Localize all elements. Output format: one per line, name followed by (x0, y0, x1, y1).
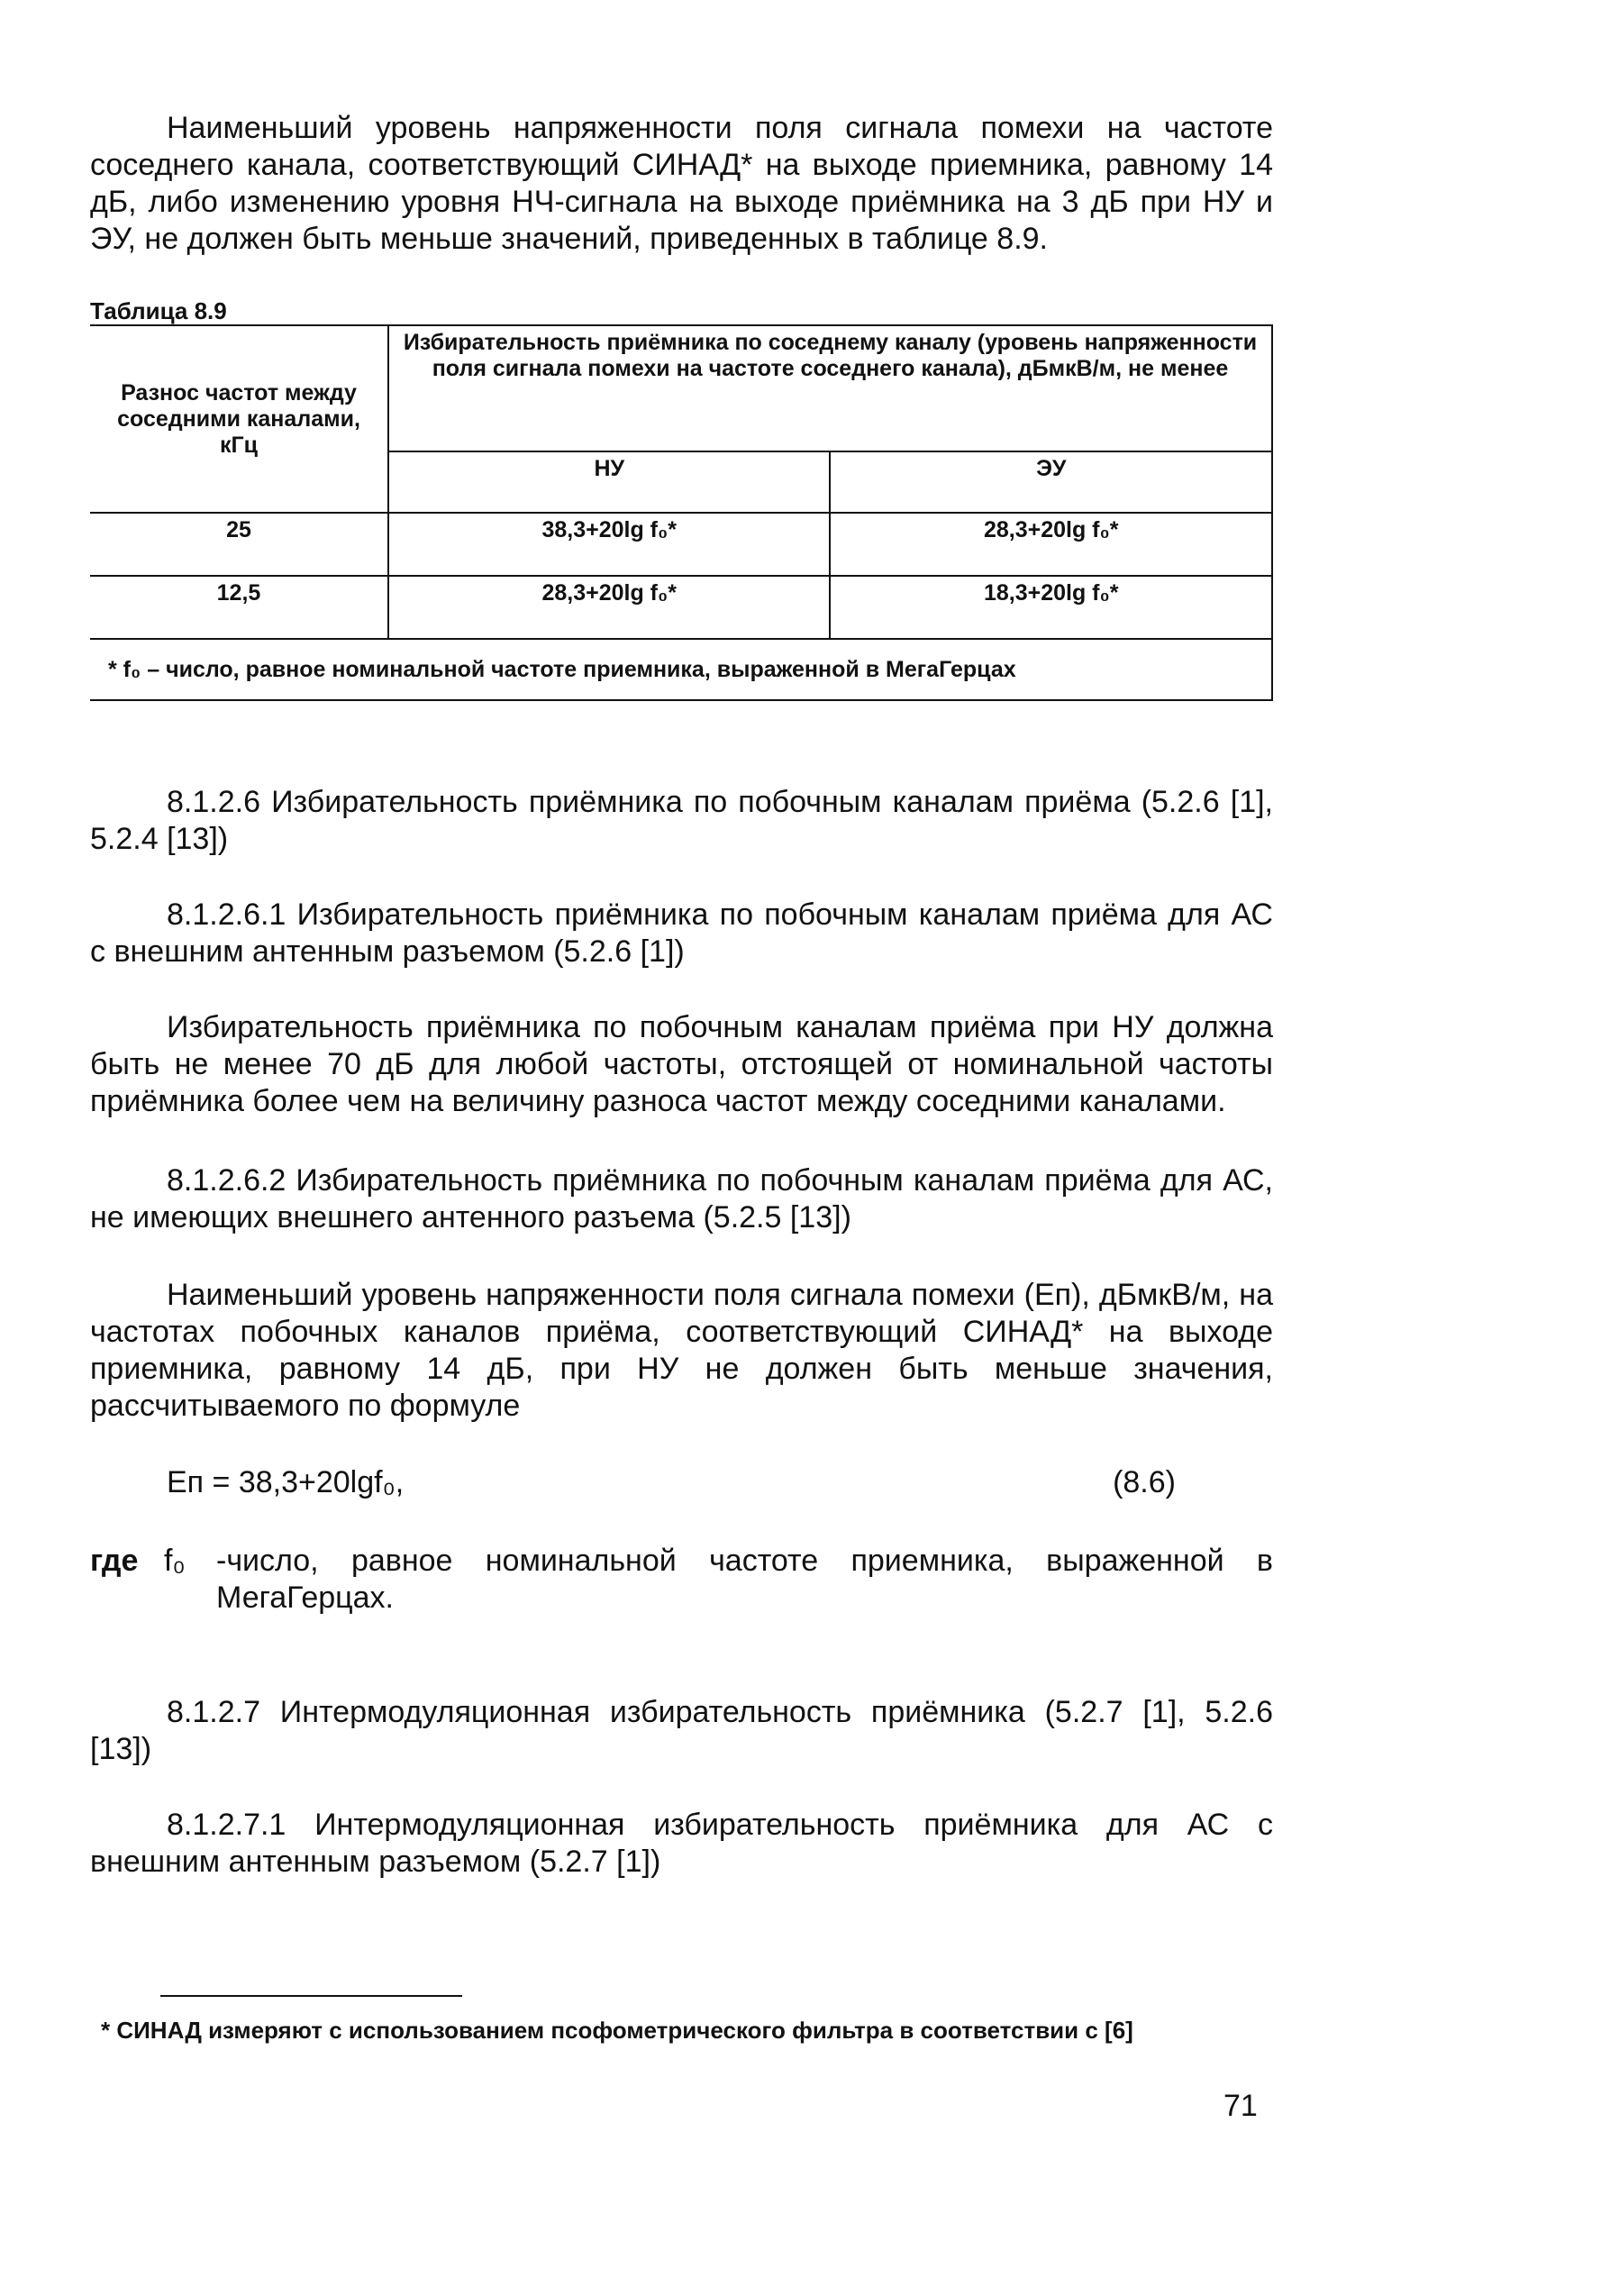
table-note: * f₀ – число, равное номинальной частоте приемника, выраженной в МегаГерцах (90, 639, 1272, 700)
table-cell-nu: 38,3+20lg f₀* (388, 513, 830, 576)
table-row (90, 576, 1272, 639)
formula-number: (8.6) (1113, 1465, 1176, 1499)
section-8-1-2-6-2-heading: 8.1.2.6.2 Избирательность приёмника по побочным каналам приёма для АС, не имеющих внешнего антенного разъема (5.2.5 [13]) (90, 1163, 1273, 1235)
table-header-selectivity: Избирательность приёмника по соседнему каналу (уровень напряженности поля сигнала помехи на частоте соседнего канала), дБмкВ/м, не менее (388, 325, 1272, 451)
page-number: 71 (1223, 2089, 1258, 2123)
table-cell-eu: 28,3+20lg f₀* (830, 513, 1272, 576)
table-row (90, 513, 1272, 576)
table-header-spacing: Разнос частот между соседними каналами, кГц (90, 325, 388, 513)
where-label: где (90, 1544, 139, 1578)
table-caption: Таблица 8.9 (90, 297, 227, 324)
table-cell-spacing: 25 (90, 513, 388, 576)
section-8-1-2-7-heading: 8.1.2.7 Интермодуляционная избирательность приёмника (5.2.7 [1], 5.2.6 [13]) (90, 1695, 1273, 1766)
paragraph-min-level: Наименьший уровень напряженности поля сигнала помехи (Eп), дБмкВ/м, на частотах побочных каналов приёма, соответствующий СИНАД* на выходе приемника, равному 14 дБ, при НУ не должен быть меньше значения, рассчитываемого по формуле (90, 1278, 1273, 1423)
footnote-separator (160, 1995, 462, 1997)
table-cell-nu: 28,3+20lg f₀* (388, 576, 830, 639)
paragraph-spurious-selectivity: Избирательность приёмника по побочным каналам приёма при НУ должна быть не менее 70 дБ для любой частоты, отстоящей от номинальной частоты приёмника более чем на величину разноса частот между соседними каналами. (90, 1010, 1273, 1118)
section-8-1-2-7-1-heading: 8.1.2.7.1 Интермодуляционная избирательность приёмника для АС с внешним антенным разъемом (5.2.7 [1]) (90, 1808, 1273, 1879)
footnote: * СИНАД измеряют с использованием псофометрического фильтра в соответствии с [6] (101, 2017, 1133, 2044)
table-cell-eu: 18,3+20lg f₀* (830, 576, 1272, 639)
table-8-9 (90, 324, 1273, 701)
formula-8-6 (167, 1464, 1176, 1501)
section-8-1-2-6-heading: 8.1.2.6 Избирательность приёмника по побочным каналам приёма (5.2.6 [1], 5.2.4 [13]) (90, 785, 1273, 856)
where-symbol: f₀ (164, 1544, 186, 1578)
table-subheader-eu: ЭУ (830, 451, 1272, 513)
table-subheader-nu: НУ (388, 451, 830, 513)
where-definition: -число, равное номинальной частоте приемника, выраженной в МегаГерцах. (216, 1544, 1273, 1615)
paragraph-adjacent-channel: Наименьший уровень напряженности поля сигнала помехи на частоте соседнего канала, соответствующий СИНАД* на выходе приемника, равному 14 дБ, либо изменению уровня НЧ-сигнала на выходе приёмника на 3 дБ при НУ и ЭУ, не должен быть меньше значений, приведенных в таблице 8.9. (90, 111, 1273, 256)
table-cell-spacing: 12,5 (90, 576, 388, 639)
section-8-1-2-6-1-heading: 8.1.2.6.1 Избирательность приёмника по побочным каналам приёма для АС с внешним антенным разъемом (5.2.6 [1]) (90, 897, 1273, 969)
formula-expression: Eп = 38,3+20lgf₀, (167, 1465, 405, 1499)
